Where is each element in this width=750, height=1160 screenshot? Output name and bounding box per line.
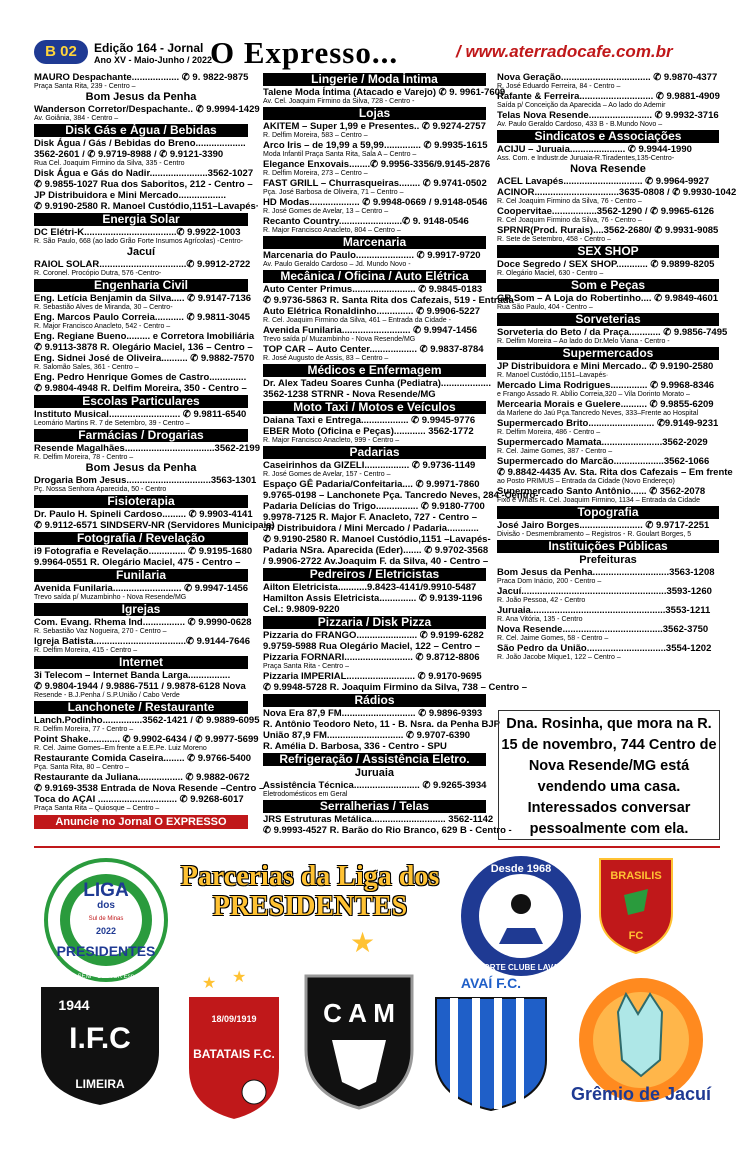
listing-entry: ✆ 9.9190-2580 R. Manoel Custódio,1151 –Lavapés- [263,534,491,545]
star-icon: ★ [202,975,217,992]
listing-entry: ✆ 9.9169-3538 Entrada de Nova Resende –Centro – [34,783,265,794]
listing-address: e Frango Assado R. Abílio Correia,320 – Vila Dorinto Morato – [497,391,690,398]
listing-entry: Supermercado Brito......................... ✆9.9149-9231 [497,418,719,429]
category-header: Instituições Públicas [497,540,719,553]
listing-entry: 9.9765-0198 – Lanchonete Pça. Tancredo Neves, 284 -Centro- [263,490,539,501]
listing-address: Praca Dom Inácio, 200 - Centro – [497,578,602,585]
listing-entry: Coopervitae.................3562-1290 / ✆ 9.9965-6126 [497,206,715,217]
listing-entry: Bom Jesus da Penha.............................3563-1208 [497,567,715,578]
listing-address: Pça. José Barbosa de Oliveira, 71 – Centro – [263,189,404,196]
brasilis-crest [596,855,676,955]
brasilis-fc: FC [628,930,644,942]
listing-entry: Caseirinhos da GIZELI................. ✆ 9.9736-1149 [263,460,476,471]
category-header: Internet [34,656,248,669]
category-header: SEX SHOP [497,245,719,258]
listing-entry: / 9.9906-2722 Av.Joaquim F. da Silva, 40 - Centro – [263,556,489,567]
listing-address: Trevo saída p/ Muzambinho - Nova Resende/MG [34,594,187,601]
listing-entry: Resende Magalhães..................................3562-2199 [34,443,260,454]
category-header: Serralherias / Telas [263,800,486,813]
listing-entry: ✆ 9.9736-5863 R. Santa Rita dos Cafezais, 519 - Entrada [263,295,514,306]
listing-address: R. Cel. Jaime Gomes–Em frente a E.E.Pe. Luiz Moreno [34,745,207,752]
listing-address: Pç. Nossa Senhora Aparecida, 50 - Centro [34,486,167,493]
category-header: Sorveterias [497,313,719,326]
category-header: Fotografia / Revelação [34,532,248,545]
listing-entry: Supermercado Santo Antônio...... ✆ 3562-2078 [497,486,706,497]
listing-entry: MAURO Despachante.................. ✆ 9. 9822-9875 [34,72,249,83]
listing-address: R. Manoel Custódio,1151–Lavapés· [497,372,609,379]
listing-address: da Marlene do Jaú Pça.Tancredo Neves, 333–Frente ao Hospital [497,410,699,417]
listing-address: Rua São Paulo, 404 - Centro – [497,304,593,311]
listing-address: Leomário Martins R. 7 de Setembro, 39 - Centro – [34,420,190,427]
listing-entry: Auto Elétrica Ronaldinho.............. ✆ 9.9906-5227 [263,306,481,317]
listing-entry: ✆ 9.9113-3878 R. Olegário Maciel, 136 – Centro – [34,342,253,353]
brasilis-name: BRASILIS [610,870,662,882]
category-header: Padarias [263,446,486,459]
listing-entry: Daiana Taxi e Entrega.................. ✆ 9.9945-9776 [263,415,476,426]
listing-entry: Elegance Enxovais........✆ 9.9956-3356/9.9145-2876 [263,159,491,170]
batatais-date: 18/09/1919 [211,1014,257,1024]
listing-address: Av. Goiânia, 384 - Centro – [34,115,119,122]
listing-entry: Avenida Funilaria.......................... ✆ 9.9947-1456 [263,325,478,336]
listing-entry: 3i Telecom – Internet Banda Larga................ [34,670,231,681]
listing-entry: Mercearia Morais e Guelere.......... ✆ 9.9855-6209 [497,399,714,410]
liga-ring: Prof. SENI - GESTOR Esportivo [63,974,149,980]
listing-address: R. Cel. Jaime Gomes, 387 - Centro – [497,448,613,455]
star-icon: ★ [232,969,247,986]
listing-address: Praça Santa Rita – Quiosque – Centro – [34,805,160,812]
listing-entry: Eng. Marcos Paulo Correia........... ✆ 9.9811-3045 [34,312,250,323]
listing-entry: Pizzaria FORNARI.......................... ✆ 9.8712-8806 [263,652,480,663]
city-subheading: Juruaia [354,767,395,779]
listing-entry: Dr. Alex Tadeu Soares Cunha (Pediatra)................... [263,378,492,389]
listing-entry: EBER Moto (Oficina e Peças)............ 3562-1772 [263,426,474,437]
listing-address: R. São Paulo, 668 (ao lado Grão Forte Insumos Agrícolas) -Centro- [34,238,243,245]
category-header: Lojas [263,107,486,120]
city-subheading: Bom Jesus da Penha [85,462,197,474]
listing-entry: São Pedro da União..............................3554-1202 [497,643,712,654]
listing-address: Rua Cel. Joaquim Firmino da Silva, 335 - Centro [34,160,185,167]
cam-letters: C A M [323,998,395,1028]
category-header: Engenharia Civil [34,279,248,292]
listing-entry: Rafante & Ferreira............................ ✆ 9.9881-4909 [497,91,720,102]
listing-address: ao Posto PRIMUS – Entrada da Cidade (Novo Endereço) [497,478,675,485]
listing-address: R. José Gomes de Avelar, 13 – Centro – [263,208,389,215]
listing-address: R. Delfim Moreira, 583 – Centro – [263,132,368,139]
listing-address: Resende - B.J.Penha / S.P.União / Cabo Verde [34,692,180,699]
newspaper-logo: O Expresso... [210,35,399,70]
listing-address: R. Major Francisco Anacleto, 804 – Centro – [263,227,401,234]
category-header: Disk Gás e Água / Bebidas [34,124,248,137]
listing-address: R. Salomão Sales, 361 - Centro – [34,364,139,371]
listing-entry: Padaria NSra. Aparecida (Eder)....... ✆ 9.9702-3568 [263,545,489,556]
listing-entry: Wanderson Corretor/Despachante.. ✆ 9.9994-1429 [34,104,260,115]
listing-column-1 [34,72,275,829]
listing-entry: 9.9759-5988 Rua Olegário Maciel, 122 – Centro – [263,641,481,652]
liga-dos: dos [97,900,115,911]
listing-entry: Pizzaria IMPERIAL.......................... ✆ 9.9170-9695 [263,671,482,682]
listing-address: R. José Gomes de Avelar, 157 - Centro – [263,471,391,478]
listing-entry: Assistência Técnica......................... ✆ 9.9265-3934 [263,780,487,791]
listing-entry: Arco Iris – de 19,99 a 59,99.............. ✆ 9.9935-1615 [263,140,488,151]
listing-entry: Disk Água e Gás do Nadir......................3562-1027 [34,168,254,179]
listing-entry: DC Elétri-K...................................✆ 9.9922-1003 [34,227,241,238]
category-header: Funilaria [34,569,248,582]
listing-entry: ✆ 9.9804-4948 R. Delfim Moreira, 350 - Centro – [34,383,247,394]
listing-address: Av. Cel. Joaquim Firmino da Silva, 728 - Centro - [263,98,415,105]
lavapes-since: Desde 1968 [490,863,552,875]
section-divider [34,846,720,848]
listing-address: R. Delfim Moreira, 415 - Centro – [34,647,138,654]
listing-address: Av. Paulo Geraldo Cardoso – Jd. Mundo Novo - [263,261,411,268]
listing-address: R. João Jacobe Mique1, 122 – Centro – [497,654,621,661]
listing-address: R. Cel. Jaime Gomes, 58 - Centro – [497,635,609,642]
category-header: Moto Taxi / Motos e Veículos [263,401,486,414]
listing-entry: Nova Era 87,9 FM............................ ✆ 9.9896-9393 [263,708,483,719]
listing-entry: ✆ 9.9948-5728 R. Joaquim Firmino da Silva, 738 – Centro – [263,682,528,693]
listing-entry: Ailton Eletricista...........9.8423-4141/9.9910-5487 [263,582,477,593]
liga-top: LIGA [83,880,129,901]
listing-address: R. Delfim Moreira – Ao lado do Dr.Melo Viana - Centro - [497,338,670,345]
listing-entry: Juruaia...................................................3553-1211 [497,605,711,616]
listing-entry: Padaria Delícias do Trigo................ ✆ 9.9180-7700 [263,501,485,512]
listing-entry: SPRNR(Prod. Rurais)....3562-2680/ ✆ 9.9931-9085 [497,225,719,236]
listing-entry: R. Amélia D. Barbosa, 336 - Centro - SPU [263,741,447,752]
gremio-name: Grêmio de Jacuí [570,1084,712,1104]
listing-address: Divisão - Desmembramento – Registros - R. Goulart Borges, 5 [497,531,692,538]
classified-note: Dna. Rosinha, que mora na R. 15 de novembro, 744 Centro de Nova Resende/MG está vendendo uma casa. Interessados conversar pessoalmente com ela. [498,710,720,840]
listing-address: R. Delfim Moreira, 273 – Centro – [263,170,368,177]
site-url-link[interactable]: / www.aterradocafe.com.br [456,42,673,61]
listing-entry: Marcenaria do Paulo...................... ✆ 9.9917-9720 [263,250,481,261]
listing-entry: ✆ 9.9855-1027 Rua dos Saboritos, 212 - Centro – [34,179,253,190]
listing-entry: FAST GRILL – Churrasqueiras........ ✆ 9.9741-0502 [263,178,487,189]
star-icon: ★ [350,927,376,958]
listing-entry: Nova Geração.................................. ✆ 9.9870-4377 [497,72,718,83]
listing-entry: 3562-2601 / ✆ 9.9719-8988 / ✆ 9.9121-3390 [34,149,224,160]
ifc-crest [34,968,166,1108]
listing-address: Trevo saída p/ Muzambinho - Nova Resende/MG [263,336,416,343]
listing-entry: Drogaria Bom Jesus................................3563-1301 [34,475,257,486]
listing-entry: Supermercado do Marcão...................3562-1066 [497,456,710,467]
listing-entry: ✆ 9.9993-4527 R. Barão do Rio Branco, 629 B - Centro - [263,825,512,836]
listing-entry: ✆ 9.9190-2580 R. Manoel Custódio,1151–Lavapés· [34,201,259,212]
listing-entry: Supermercado Mamata.......................3562-2029 [497,437,708,448]
listing-entry: Cel.: 9.9809-9220 [263,604,340,615]
listing-entry: TOP CAR – Auto Center.................. ✆ 9.9837-8784 [263,344,484,355]
listing-address: R. Sebastião Vaz Nogueira, 270 - Centro – [34,628,167,635]
listing-entry: Nova Resende......................................3562-3750 [497,624,709,635]
listing-address: Av. Paulo Geraldo Cardoso, 433 B - B.Mundo Novo – [497,121,663,128]
listing-address: Eletrodomésticos em Geral [263,791,348,798]
category-header: Farmácias / Drogarias [34,429,248,442]
listing-address: R. Cel. Joaquim Firmino da Silva, 461 – Entrada da Cidade - [263,317,451,324]
masthead [34,35,724,70]
category-header: Energia Solar [34,213,248,226]
listing-entry: Mercado Lima Rodrigues.............. ✆ 9.9968-8346 [497,380,715,391]
category-header: Escolas Particulares [34,395,248,408]
listing-entry: Pizzaria do FRANGO....................... ✆ 9.9199-6282 [263,630,484,641]
listing-entry: Eng. Pedro Henrique Gomes de Castro.............. [34,372,247,383]
listing-entry: Eng. Regiane Bueno......... e Corretora Imobiliária [34,331,255,342]
listing-entry: Telas Nova Resende........................ ✆ 9.9932-3716 [497,110,719,121]
category-header: Pizzaria / Disk Pizza [263,616,486,629]
listing-address: Pça. Santa Rita, 80 – Centro – [34,764,129,771]
listing-address: R. Sebastião Alves de Miranda, 30 – Centro- [34,304,173,311]
ifc-year: 1944 [58,997,90,1013]
listing-entry: Com. Evang. Rhema Ind................ ✆ 9.9990-0628 [34,617,252,628]
category-header: Lanchonete / Restaurante [34,701,248,714]
ifc-city: LIMEIRA [75,1077,125,1091]
listing-entry: Eng. Letícia Benjamin da Silva..... ✆ 9.9147-7136 [34,293,252,304]
category-header: Refrigeração / Assistência Eletro. [263,753,486,766]
listing-entry: ACINOR................................3635-0808 / ✆ 9.9930-1042 [497,187,737,198]
category-header: Supermercados [497,347,719,360]
category-header: Topografia [497,506,719,519]
category-header: Pedreiros / Eletricistas [263,568,486,581]
listing-entry: Lanch.Podinho...............3562-1421 / ✆ 9.9889-6095 [34,715,260,726]
liga-presidentes: PRESIDENTES [56,943,156,959]
lavapes-name: ESPORTE CLUBE LAVAPÉS [467,963,575,972]
category-header: Médicos e Enfermagem [263,364,486,377]
issue-label: Ano XV - Maio-Junho / 2022 [94,55,213,65]
listing-entry: 9.9978-7125 R. Major F. Anacleto, 727 - Centro – [263,512,478,523]
avai-name: AVAÍ F.C. [460,975,522,991]
listing-entry: Restaurante Comida Caseira........ ✆ 9.9766-5400 [34,753,252,764]
city-subheading: Nova Resende [570,163,646,175]
cam-crest [300,970,418,1110]
listing-address: R. Cel Joaquim Firmino da Silva, 76 - Centro – [497,217,642,224]
category-header: Fisioterapia [34,495,248,508]
liga-sub: Sul de Minas [88,916,124,922]
listing-address: R. Olegário Maciel, 630 - Centro – [497,270,604,277]
listing-entry: 9.9964-0551 R. Olegário Maciel, 475 - Centro – [34,557,241,568]
batatais-crest [180,968,288,1124]
listing-entry: GR Som – A Loja do Robertinho.... ✆ 9.9849-4601 [497,293,719,304]
listing-entry: ✆ 9.8842-4435 Av. Sta. Rita dos Cafezais – Em frente [497,467,733,478]
listing-entry: ✆ 9.9804-1944 / 9.9886-7511 / 9.9878-6128 Nova [34,681,246,692]
listing-entry: Doce Segredo / SEX SHOP............ ✆ 9.9899-8205 [497,259,715,270]
listing-entry: 3562-1238 STRNR - Nova Resende/MG [263,389,436,400]
city-subheading: Jacuí [126,246,156,258]
listing-entry: Point Shake............ ✆ 9.9902-6434 / ✆ 9.9977-5699 [34,734,259,745]
listing-column-3 [497,72,737,662]
listing-entry: i9 Fotografia e Revelação.............. ✆ 9.9195-1680 [34,546,253,557]
listing-entry: JP Distribuidora e Mini Mercado.................. [34,190,226,201]
category-header: Mecânica / Oficina / Auto Elétrica [263,270,486,283]
category-header: Lingerie / Moda Íntima [263,73,486,86]
listing-address: R. José Eduardo Ferreira, 84 - Centro – [497,83,621,90]
listing-entry: ✆ 9.9112-6571 SINDSERV-NR (Servidores Municipais) [34,520,275,531]
listing-column-2 [263,72,539,836]
listing-entry: Talene Moda Íntima (Atacado e Varejo) ✆ 9. 9961-7609 [263,87,506,98]
category-header: Rádios [263,694,486,707]
partners-title: Parcerias da Liga dos PRESIDENTES [180,861,440,922]
page-badge: B 02 [34,40,88,64]
listing-entry: AKITEM – Super 1,99 e Presentes.. ✆ 9.9274-2757 [263,121,486,132]
listing-entry: R. Antônio Teodoro Neto, 11 - B. Nsra. da Penha BJP [263,719,501,730]
listing-entry: JP Distribuidora / Mini Mercado / Padaria............ [263,523,479,534]
listing-entry: ACIJU – Juruaia..................... ✆ 9.9944-1990 [497,144,692,155]
gremio-crest [566,968,716,1118]
listing-address: R. Coronel. Procópio Dutra, 576 -Centro- [34,270,162,277]
listing-address: R. João Pessoa, 42 - Centro [497,597,586,604]
listing-entry: Sorveteria do Beto / da Praça............ ✆ 9.9856-7495 [497,327,728,338]
listing-entry: Espaço GÊ Padaria/Confeitaria.... ✆ 9.9971-7860 [263,479,480,490]
listing-entry: Disk Água / Gás / Bebidas do Breno................... [34,138,246,149]
listing-entry: Jacuí.......................................................3593-1260 [497,586,712,597]
listing-entry: RAIOL SOLAR.................................✆ 9.9912-2722 [34,259,251,270]
listing-address: R. Major Francisco Anacleto, 999 - Centro – [263,437,400,444]
city-subheading: Bom Jesus da Penha [85,91,197,103]
listing-entry: Restaurante da Juliana................. ✆ 9.9882-0672 [34,772,250,783]
batatais-name: BATATAIS F.C. [193,1047,275,1061]
listing-address: Ass. Com. e Industr.de Juruaia-R.Tiradentes,135-Centro- [497,155,675,162]
liga-year: 2022 [95,926,117,936]
listing-entry: HD Modas................... ✆ 9.9948-0669 / 9.9148-0546 [263,197,488,208]
listing-address: R. Delfim Moreira, 78 - Centro – [34,454,134,461]
listing-address: Moda Infantil Praça Santa Rita, Sala A – Centro – [263,151,417,158]
listing-entry: Avenida Funilaria.......................... ✆ 9.9947-1456 [34,583,249,594]
listing-entry: União 87,9 FM............................. ✆ 9.9707-6390 [263,730,471,741]
listing-entry: Recanto Country........................✆ 9. 9148-0546 [263,216,469,227]
listing-entry: Dr. Paulo H. Spineli Cardoso......... ✆ 9.9903-4141 [34,509,253,520]
listing-address: R. José Augusto de Assis, 83 – Centro – [263,355,389,362]
city-subheading: Prefeituras [579,554,637,566]
listing-entry: Instituto Musical........................... ✆ 9.9811-6540 [34,409,247,420]
listing-address: R. Major Francisco Anacleto, 542 - Centro – [34,323,171,330]
listing-entry: Igreja Batista...................................✆ 9.9144-7646 [34,636,250,647]
listing-entry: José Jairo Borges........................ ✆ 9.9717-2251 [497,520,710,531]
edition-label: Edição 164 - Jornal [94,41,204,55]
avai-crest [432,968,550,1112]
lavapes-crest [455,852,587,980]
listing-address: R. Delfim Moreira, 77 - Centro – [34,726,134,733]
liga-presidentes-crest [40,856,172,984]
category-header: Igrejas [34,603,248,616]
anuncie-banner: Anuncie no Jornal O EXPRESSO [34,815,248,829]
listing-entry: Eng. Sidnei José de Oliveira.......... ✆ 9.9882-7570 [34,353,255,364]
listing-entry: Hamilton Assis Eletricista.............. ✆ 9.9139-1196 [263,593,483,604]
listing-entry: JRS Estruturas Metálica............................ 3562-1142 [263,814,494,825]
listing-address: R. Sete de Setembro, 458 - Centro – [497,236,612,243]
category-header: Som e Peças [497,279,719,292]
listing-address: Praça Santa Rita, 239 - Centro – [34,83,136,90]
listing-entry: ACEL Lavapés.............................. ✆ 9.9964-9927 [497,176,710,187]
listing-address: R. Ana Vitória, 135 - Centro [497,616,583,623]
listing-address: Fixo e Whats R. Cel. Joaquim Firmino, 1134 – Entrada da Cidade [497,497,700,504]
category-header: Sindicatos e Associações [497,130,719,143]
listing-entry: Toca do AÇAI .............................. ✆ 9.9268-6017 [34,794,244,805]
listing-address: R. Cel Joaquim Firmino da Silva, 76 - Centro – [497,198,642,205]
listing-entry: Auto Center Primus........................ ✆ 9.9845-0183 [263,284,483,295]
category-header: Marcenaria [263,236,486,249]
listing-address: Saída p/ Conceição da Aparecida – Ao lado do Ademir [497,102,666,109]
listing-address: Praça Santa Rita - Centro – [263,663,349,670]
listing-entry: JP Distribuidora e Mini Mercado.. ✆ 9.9190-2580 [497,361,714,372]
ifc-letters: I.F.C [69,1022,131,1055]
listing-address: R. Delfim Moreira, 486 - Centro – [497,429,601,436]
